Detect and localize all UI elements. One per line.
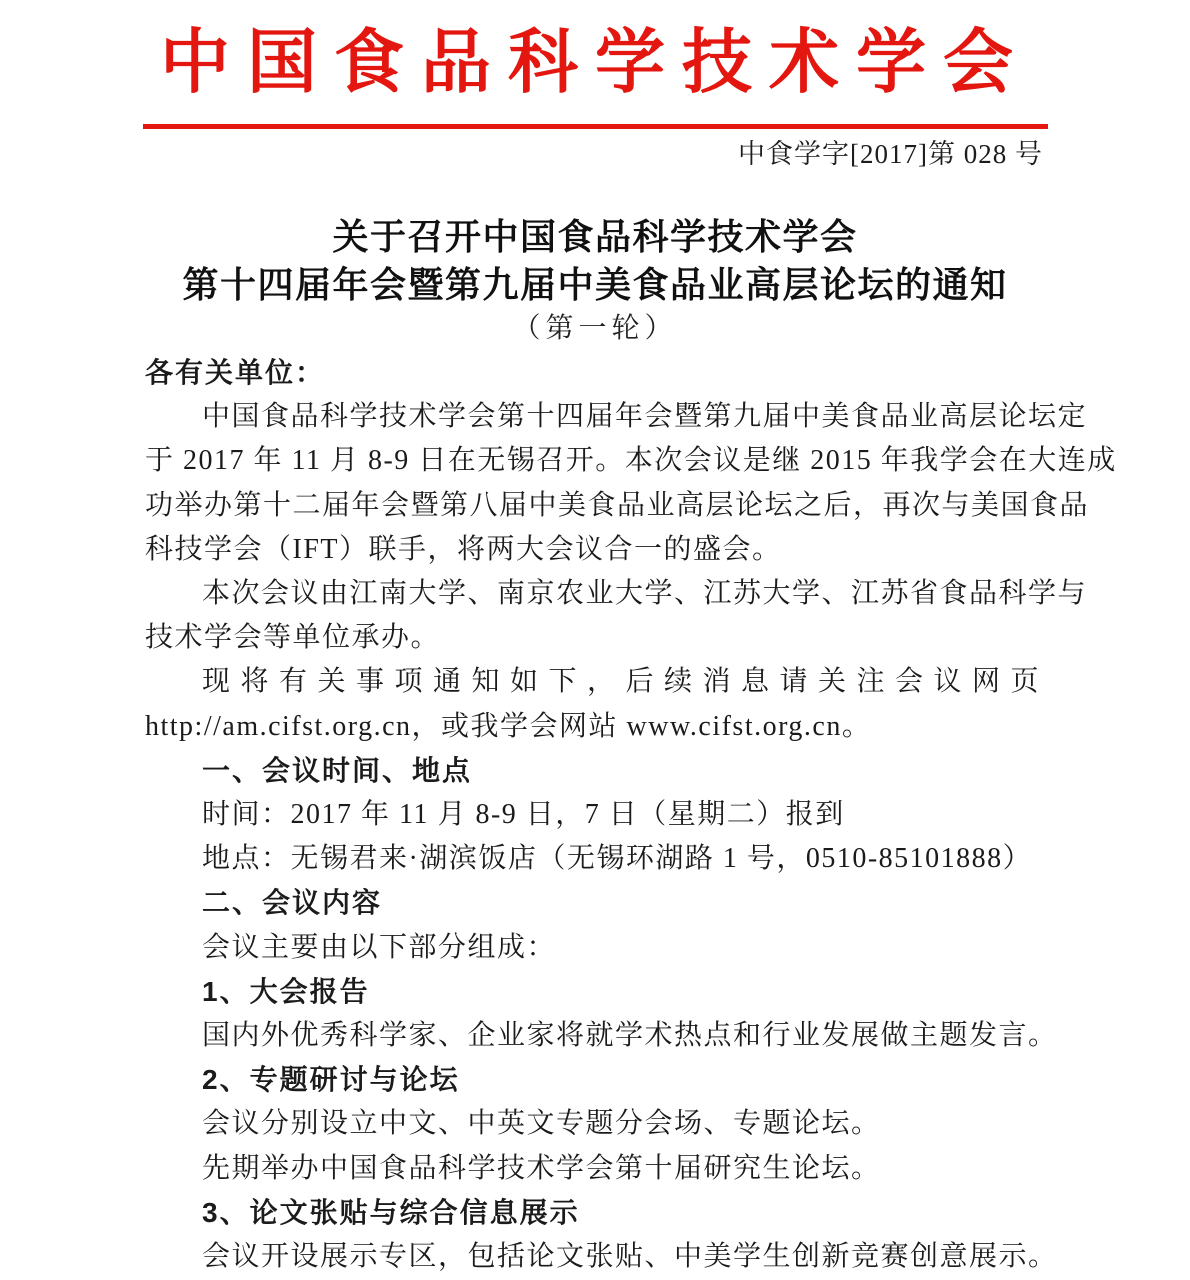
section-heading: 3、论文张贴与综合信息展示 bbox=[202, 1196, 580, 1228]
body-line: 时间：2017 年 11 月 8-9 日，7 日（星期二）报到 bbox=[202, 799, 845, 831]
body-line: 地点：无锡君来·湖滨饭店（无锡环湖路 1 号，0510-85101888） bbox=[202, 843, 1033, 875]
organization-name: 中国食品科学技术学会 bbox=[160, 25, 1030, 102]
section-heading: 二、会议内容 bbox=[202, 887, 383, 919]
document-number: 中食学字[2017]第 028 号 bbox=[738, 139, 1043, 169]
body-line: 现将有关事项通知如下，后续消息请关注会议网页 bbox=[202, 666, 1050, 698]
body-line: 于 2017 年 11 月 8-9 日在无锡召开。本次会议是继 2015 年我学会在大连成 bbox=[145, 445, 1117, 477]
notice-subtitle-round: （第一轮） bbox=[512, 313, 678, 344]
notice-title-line1: 关于召开中国食品科学技术学会 bbox=[332, 216, 858, 257]
body-line: 国内外优秀科学家、企业家将就学术热点和行业发展做主题发言。 bbox=[202, 1020, 1058, 1052]
body-line: 功举办第十二届年会暨第八届中美食品业高层论坛之后，再次与美国食品 bbox=[145, 489, 1090, 521]
notice-title bbox=[0, 213, 1190, 349]
body-line: 中国食品科学技术学会第十四届年会暨第九届中美食品业高层论坛定 bbox=[202, 401, 1088, 433]
section-heading: 2、专题研讨与论坛 bbox=[202, 1064, 460, 1096]
body-line: 科技学会（IFT）联手，将两大会议合一的盛会。 bbox=[145, 533, 782, 565]
notice-body bbox=[0, 351, 1190, 1279]
body-line: 本次会议由江南大学、南京农业大学、江苏大学、江苏省食品科学与 bbox=[202, 578, 1088, 610]
body-line: 先期举办中国食品科学技术学会第十届研究生论坛。 bbox=[202, 1152, 881, 1184]
body-line: 技术学会等单位承办。 bbox=[145, 622, 441, 654]
body-line: 会议开设展示专区，包括论文张贴、中美学生创新竞赛创意展示。 bbox=[202, 1241, 1058, 1273]
section-heading: 1、大会报告 bbox=[202, 975, 370, 1007]
body-line: 会议分别设立中文、中英文专题分会场、专题论坛。 bbox=[202, 1108, 881, 1140]
notice-title-line2: 第十四届年会暨第九届中美食品业高层论坛的通知 bbox=[182, 264, 1008, 305]
section-heading: 一、会议时间、地点 bbox=[202, 754, 473, 786]
body-line: 会议主要由以下部分组成： bbox=[202, 931, 557, 963]
salutation-line: 各有关单位： bbox=[145, 357, 326, 388]
body-line: http://am.cifst.org.cn，或我学会网站 www.cifst.org.cn。 bbox=[145, 710, 872, 742]
header-divider bbox=[143, 124, 1048, 129]
